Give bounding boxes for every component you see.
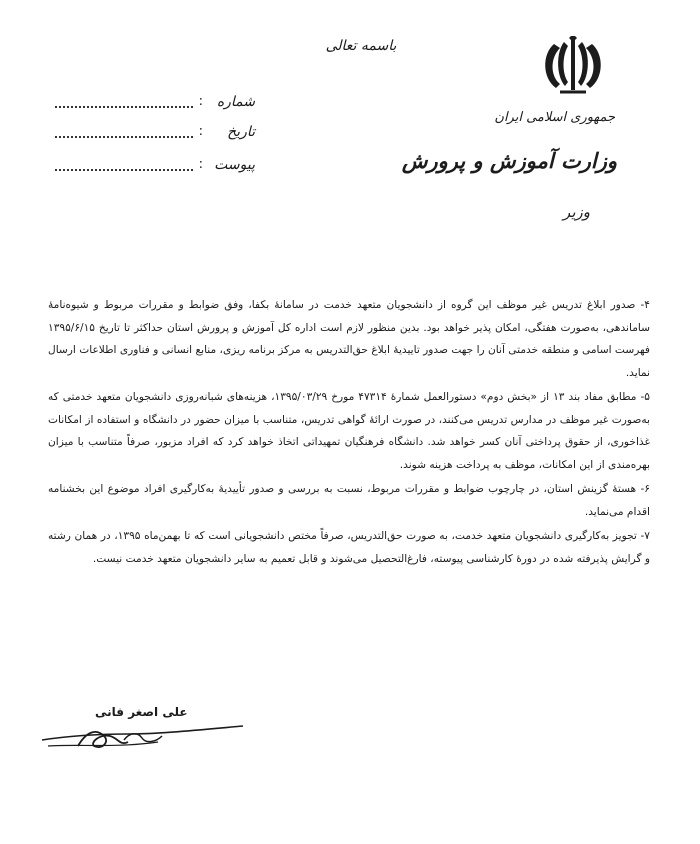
signatory-name: علی اصغر فانی bbox=[95, 705, 188, 719]
government-name: جمهوری اسلامی ایران bbox=[494, 110, 615, 125]
paragraph-7: ۷- تجویز به‌کارگیری دانشجویان متعهد خدمت، به صورت حق‌التدریس، صرفاً مختص دانشجویانی است که تا بهمن‌ماه ۱۳۹۵، در همان رشته و گرایش پذیرفته شده در دورهٔ کارشناسی پیوسته، فارغ‌التحصیل می‌شوند و قابل تعمیم به سایر دانشجویان متعهد خدمت نیست. bbox=[48, 530, 650, 565]
meta-field-number bbox=[55, 94, 255, 114]
ministry-name: وزارت آموزش و پرورش bbox=[401, 148, 617, 173]
meta-field-attachment bbox=[55, 157, 255, 177]
meta-label-date: تاریخ bbox=[227, 124, 255, 140]
meta-label-number: شماره bbox=[216, 94, 255, 110]
meta-dotted-line bbox=[55, 106, 193, 108]
iran-emblem-icon bbox=[538, 36, 608, 96]
meta-dotted-line bbox=[55, 136, 193, 138]
office-title: وزیر bbox=[563, 203, 590, 221]
meta-colon: : bbox=[198, 157, 203, 172]
salutation: باسمه تعالی bbox=[325, 38, 397, 54]
meta-field-date bbox=[55, 124, 255, 144]
handwritten-signature-icon bbox=[38, 712, 248, 754]
letter-body bbox=[48, 294, 650, 570]
paragraph-5: ۵- مطابق مفاد بند ۱۳ از «بخش دوم» دستورالعمل شمارهٔ ۴۷۳۱۴ مورخ ۱۳۹۵/۰۳/۲۹، هزینه‌های شبانه‌روزی دانشجویان متعهد خدمتی که به‌صورت غیر موظف در مدارس تدریس می‌کنند، در صورت ارائهٔ گواهی تدریس، متناسب با میزان حضور در دانشگاه و استفاده از امکانات غذاخوری، از حقوق پرداختی آنان کسر خواهد شد. دانشگاه فرهنگیان تمهیداتی اتخاذ خواهد کرد که افراد مزبور، صرفاً متناسب با میزان بهره‌مندی از این امکانات، موظف به پرداخت هزینه شوند. bbox=[48, 391, 650, 471]
meta-colon: : bbox=[198, 94, 203, 109]
paragraph-6: ۶- هستهٔ گزینش استان، در چارچوب ضوابط و مقررات مربوط، نسبت به بررسی و صدور تأییدیهٔ به‌کارگیری افراد موضوع این بخشنامه اقدام می‌نماید. bbox=[48, 483, 650, 518]
meta-dotted-line bbox=[55, 169, 193, 171]
meta-colon: : bbox=[198, 124, 203, 139]
meta-label-attachment: پیوست bbox=[214, 157, 255, 173]
paragraph-4: ۴- صدور ابلاغ تدریس غیر موظف این گروه از دانشجویان متعهد خدمت در سامانهٔ بکفا، وفق ضوابط و مقررات مربوط و شیوه‌نامهٔ ساماندهی، به‌صورت هفتگی، امکان پذیر خواهد بود. بدین منظور لازم است اداره کل آموزش و پرورش استان حداکثر تا تاریخ ۱۳۹۵/۶/۱۵ فهرست اسامی و منطقه خدمتی آنان را جهت صدور تاییدیهٔ ابلاغ حق‌التدریس به مرکز برنامه ریزی، منابع انسانی و فناوری اطلاعات ارسال نماید. bbox=[48, 299, 650, 379]
